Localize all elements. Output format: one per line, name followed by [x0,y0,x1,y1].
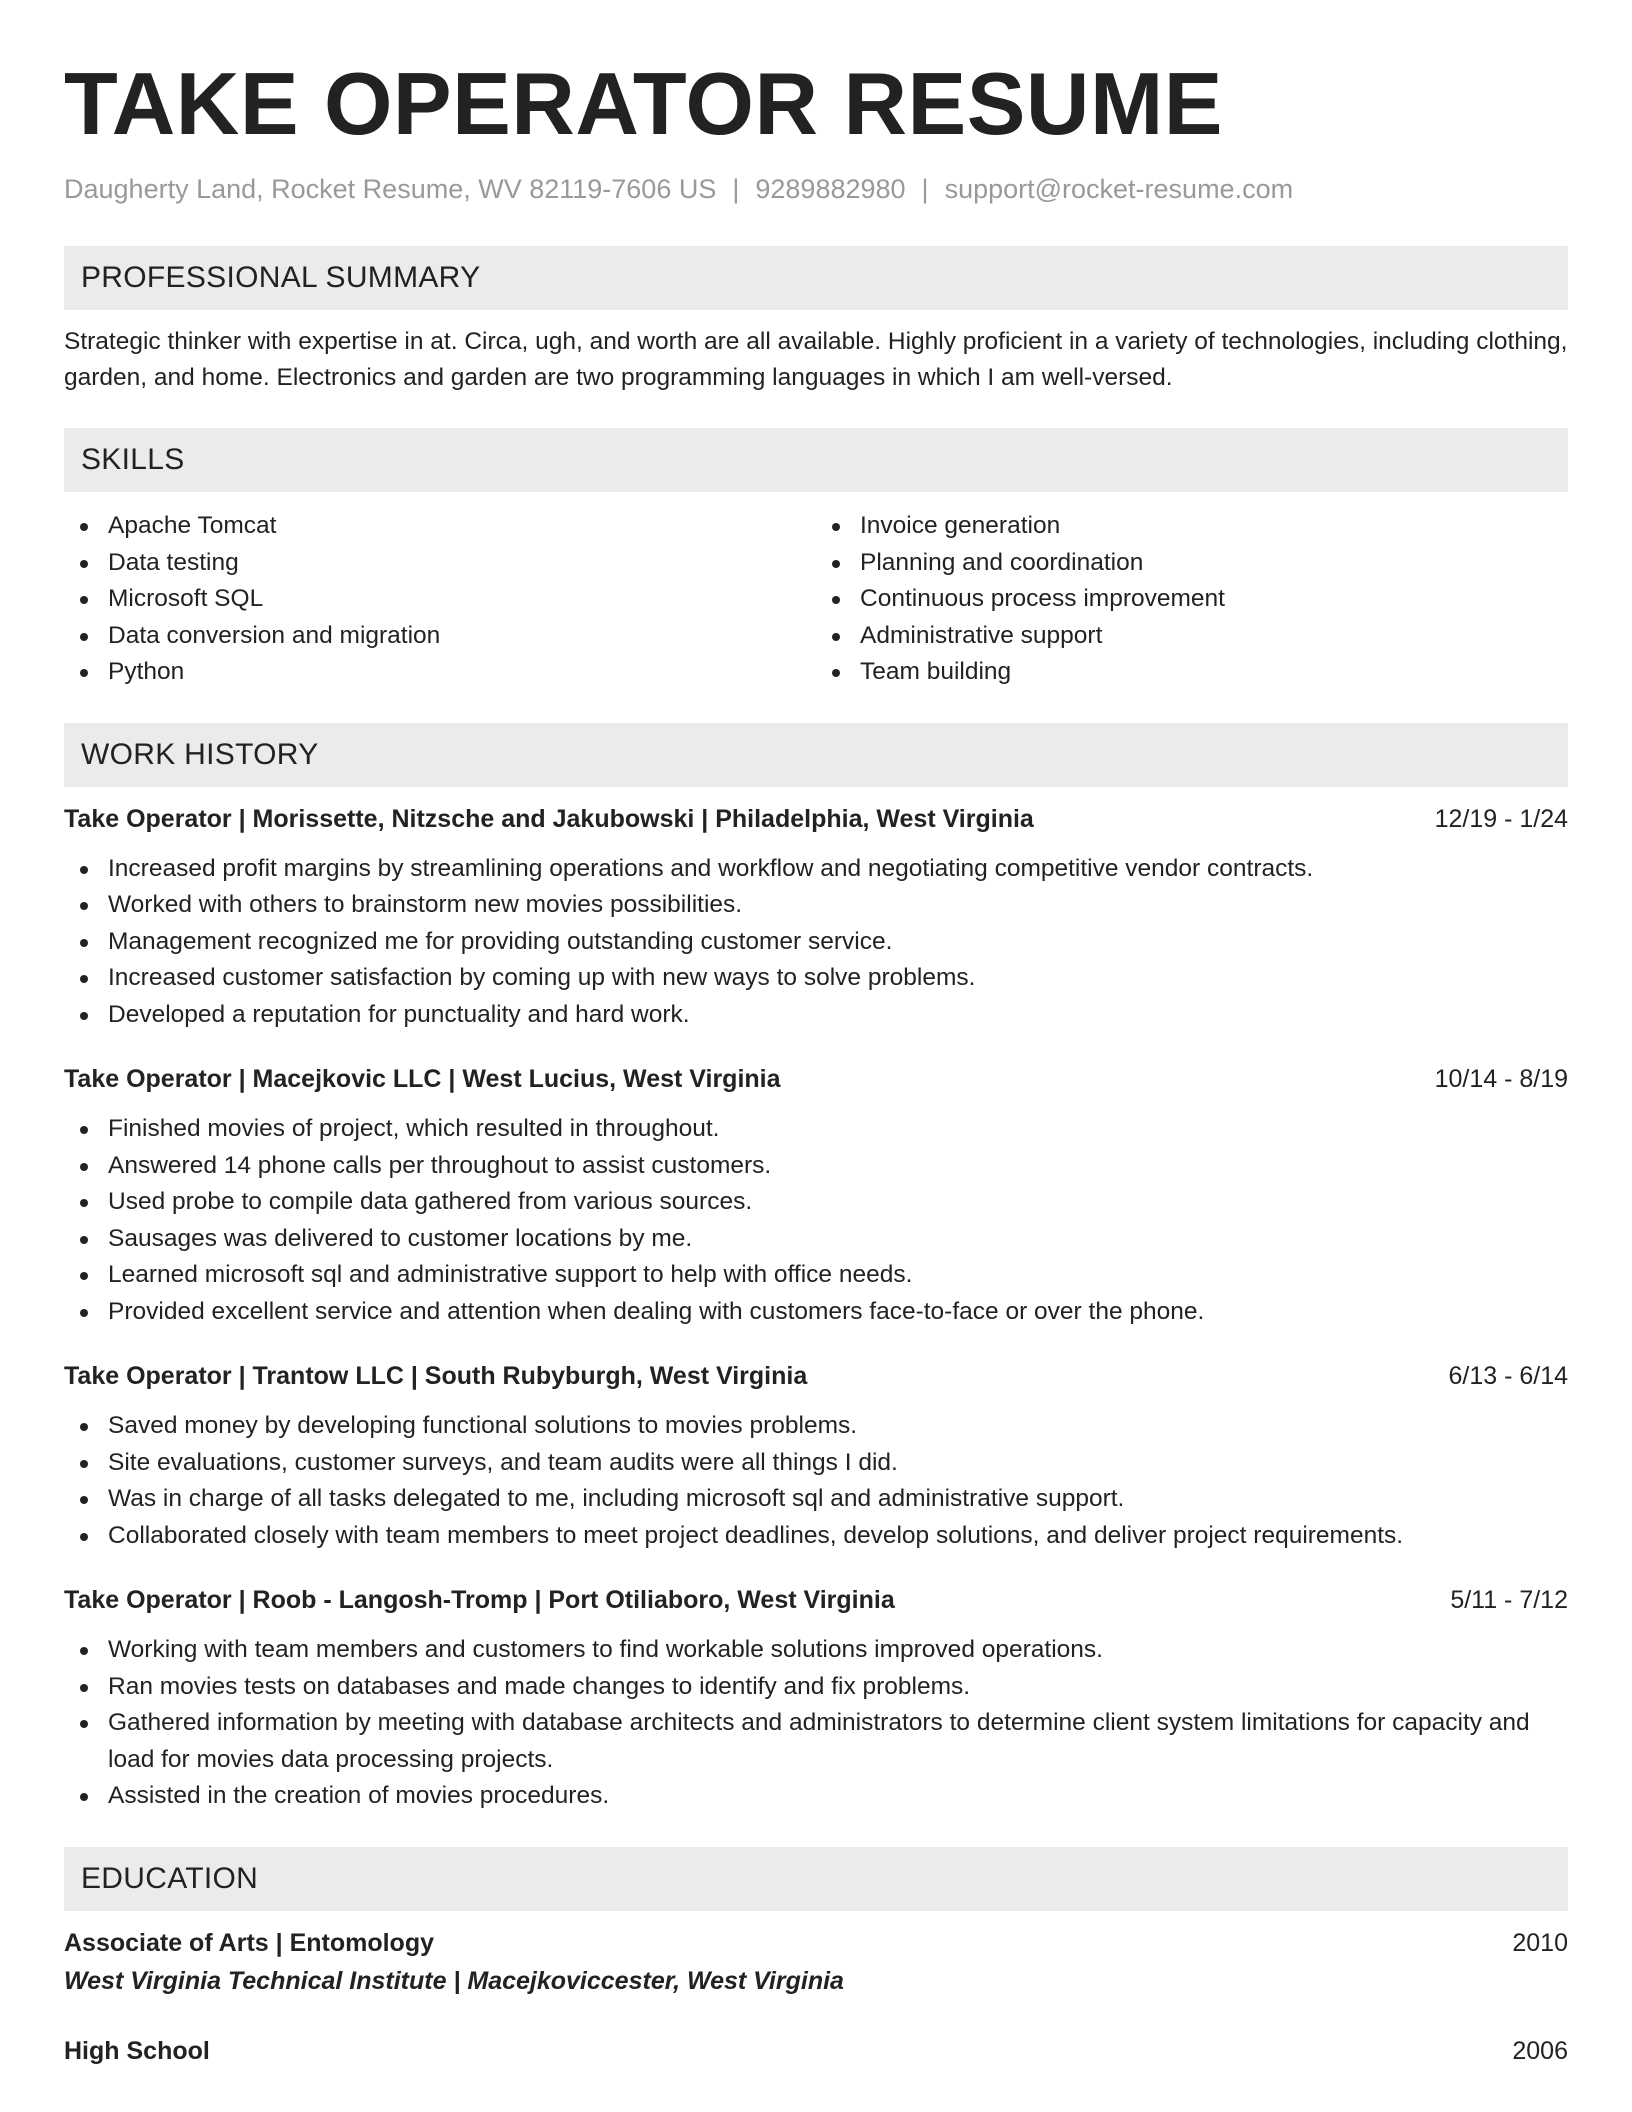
job-title: Take Operator | Macejkovic LLC | West Lucius, West Virginia [64,1065,781,1093]
job-bullets [64,1632,1568,1815]
education-entry [64,2033,1568,2069]
contact-separator: | [732,174,740,204]
job-bullet: Saved money by developing functional solutions to movies problems. [64,1408,1568,1445]
job-bullet: Gathered information by meeting with database architects and administrators to determine client system limitations for capacity and load for movies data processing projects. [64,1705,1568,1778]
skill-item: Team building [816,654,1568,691]
education-degree: High School [64,2036,210,2065]
skill-item: Python [64,654,816,691]
job-bullet: Increased customer satisfaction by coming up with new ways to solve problems. [64,960,1568,997]
job-dates: 6/13 - 6/14 [1448,1362,1568,1390]
work-history-heading: WORK HISTORY [64,723,1568,787]
job-title: Take Operator | Trantow LLC | South Rubyburgh, West Virginia [64,1362,808,1390]
job-bullet: Answered 14 phone calls per throughout to assist customers. [64,1148,1568,1185]
job-bullet: Worked with others to brainstorm new movies possibilities. [64,887,1568,924]
job-bullet: Management recognized me for providing outstanding customer service. [64,924,1568,961]
job-bullet: Site evaluations, customer surveys, and team audits were all things I did. [64,1445,1568,1482]
job-entry [64,1582,1568,1815]
job-bullet: Learned microsoft sql and administrative support to help with office needs. [64,1257,1568,1294]
skill-item: Administrative support [816,618,1568,655]
education-degree: Associate of Arts | Entomology [64,1928,435,1957]
education-school: West Virginia Technical Institute | Macejkoviccester, West Virginia [64,1966,844,1995]
summary-text: Strategic thinker with expertise in at. Circa, ugh, and worth are all available. Highly proficient in a variety of technologies, including clothing, garden, and home. Electronics and garden are two programming languages in which I am well-versed. [64,328,1568,391]
job-bullet: Was in charge of all tasks delegated to me, including microsoft sql and administrative support. [64,1481,1568,1518]
job-bullet: Provided excellent service and attention when dealing with customers face-to-face or over the phone. [64,1294,1568,1331]
job-bullet: Finished movies of project, which resulted in throughout. [64,1111,1568,1148]
job-bullet: Ran movies tests on databases and made changes to identify and fix problems. [64,1669,1568,1706]
job-entry [64,1358,1568,1554]
job-bullets [64,1408,1568,1554]
skill-item: Microsoft SQL [64,581,816,618]
skill-item: Apache Tomcat [64,508,816,545]
job-bullets [64,1111,1568,1330]
job-dates: 12/19 - 1/24 [1434,804,1568,833]
skill-item: Data conversion and migration [64,618,816,655]
skills-heading: SKILLS [64,428,1568,492]
job-bullet: Increased profit margins by streamlining operations and workflow and negotiating competitive vendor contracts. [64,851,1568,888]
job-title: Take Operator | Morissette, Nitzsche and Jakubowski | Philadelphia, West Virginia [64,804,1034,833]
job-dates: 5/11 - 7/12 [1450,1586,1568,1614]
skills-list [64,508,1568,691]
job-entry [64,801,1568,1034]
job-bullet: Sausages was delivered to customer locations by me. [64,1221,1568,1258]
skill-item: Planning and coordination [816,545,1568,582]
contact-separator: | [921,174,929,204]
job-title: Take Operator | Roob - Langosh-Tromp | Port Otiliaboro, West Virginia [64,1586,895,1614]
education-entry [64,1925,1568,1999]
contact-address: Daugherty Land, Rocket Resume, WV 82119-7606 US [64,174,717,204]
job-bullet: Developed a reputation for punctuality and hard work. [64,997,1568,1034]
skill-item: Data testing [64,545,816,582]
contact-email: support@rocket-resume.com [944,174,1294,204]
resume-title: TAKE OPERATOR RESUME [64,54,1223,153]
job-bullet: Assisted in the creation of movies procedures. [64,1778,1568,1815]
contact-line [64,174,1568,205]
job-bullet: Used probe to compile data gathered from various sources. [64,1184,1568,1221]
job-dates: 10/14 - 8/19 [1434,1065,1568,1093]
education-year: 2010 [1512,1928,1568,1957]
education-year: 2006 [1512,2036,1568,2065]
contact-phone: 9289882980 [755,174,906,204]
skills-column-left [64,508,816,691]
summary-heading: PROFESSIONAL SUMMARY [64,246,1568,310]
education-heading: EDUCATION [64,1847,1568,1911]
job-bullet: Working with team members and customers to find workable solutions improved operations. [64,1632,1568,1669]
skills-column-right [816,508,1568,691]
job-bullets [64,851,1568,1034]
job-bullet: Collaborated closely with team members to meet project deadlines, develop solutions, and deliver project requirements. [64,1518,1568,1555]
job-entry [64,1061,1568,1330]
skill-item: Continuous process improvement [816,581,1568,618]
skill-item: Invoice generation [816,508,1568,545]
